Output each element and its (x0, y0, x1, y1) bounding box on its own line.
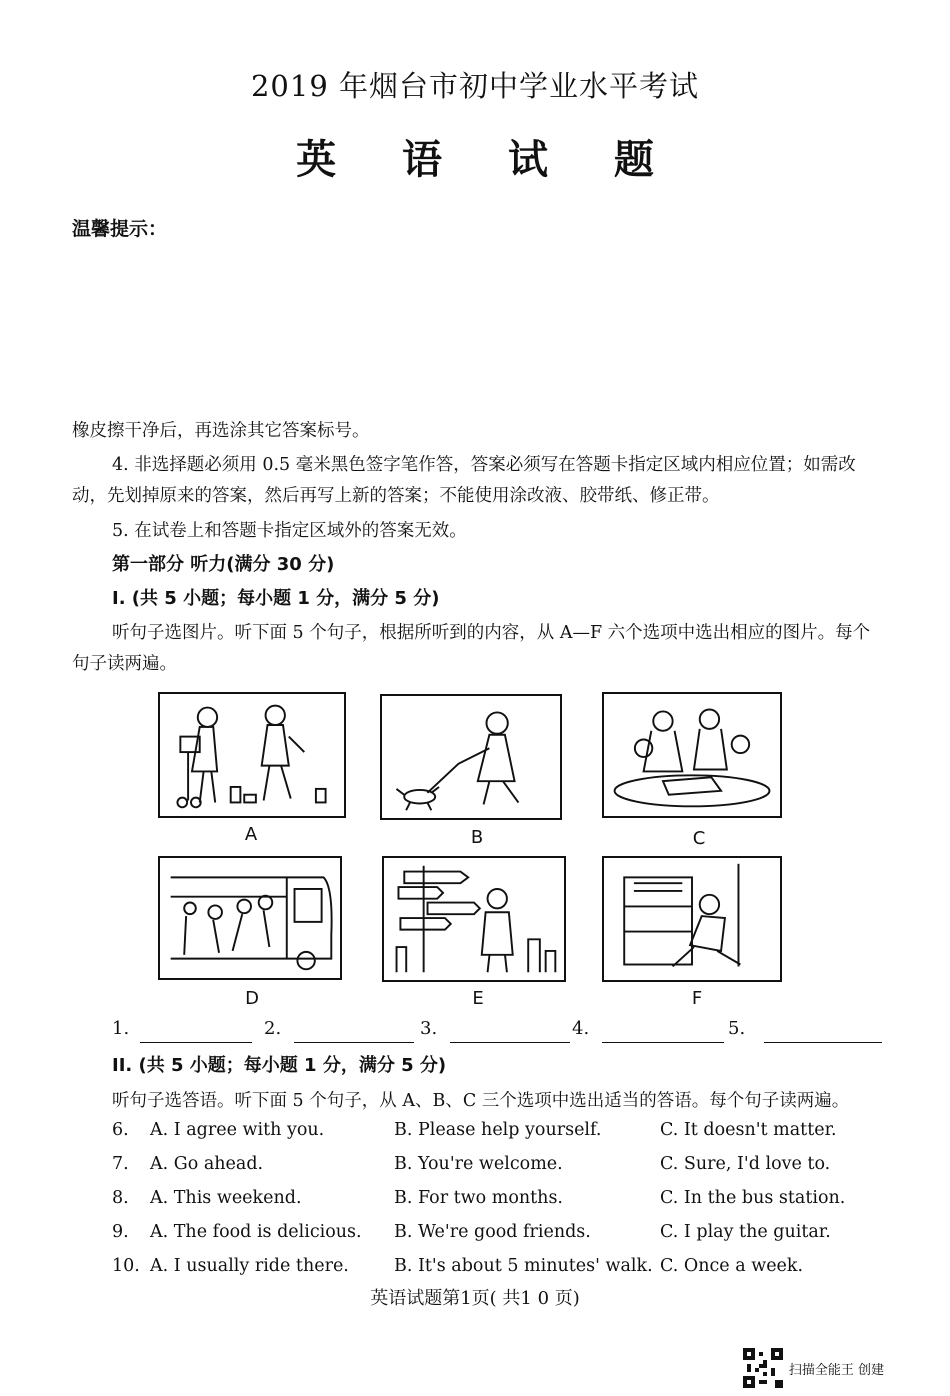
blank-num-1: 1. (112, 1018, 130, 1039)
section1-instruction: 听句子选图片。听下面 5 个句子，根据所听到的内容，从 A—F 六个选项中选出相应的图片。每个句子读两遍。 (72, 623, 871, 674)
picture-b (380, 694, 562, 820)
scanner-label: 扫描全能王 创建 (788, 1362, 884, 1378)
picture-label-d: D (245, 988, 259, 1009)
girl-walking-dog-illustration (382, 696, 560, 818)
option-b: B. Please help yourself. (394, 1120, 602, 1140)
question-row (112, 1188, 892, 1220)
instruction-4: 4. 非选择题必须用 0.5 毫米黑色签字笔作答，答案必须写在答题卡指定区域内相应位置；如需改动，先划掉原来的答案，然后再写上新的答案；不能使用涂改液、胶带纸、修正带。 (72, 455, 856, 506)
answer-blank-5[interactable] (728, 1018, 745, 1039)
picture-d (158, 856, 342, 980)
section2-heading: II. (共 5 小题；每小题 1 分，满分 5 分) (112, 1055, 447, 1076)
part1-heading: 第一部分 听力(满分 30 分) (112, 554, 335, 575)
answer-blank-4[interactable] (572, 1018, 589, 1039)
blank-num-4: 4. (572, 1018, 590, 1039)
answer-blank-1[interactable] (112, 1018, 129, 1039)
answer-blank-2[interactable] (264, 1018, 281, 1039)
picture-e (382, 856, 566, 982)
blank-num-5: 5. (728, 1018, 746, 1039)
exam-title: 2019 年烟台市初中学业水平考试 (250, 69, 700, 103)
answer-blanks (112, 1018, 882, 1050)
section2-instruction: 听句子选答语。听下面 5 个句子，从 A、B、C 三个选项中选出适当的答语。每个句子读两遍。 (112, 1091, 850, 1111)
question-number: 7. (112, 1154, 129, 1174)
page-footer: 英语试题第1页( 共1 0 页) (370, 1288, 580, 1309)
blank-num-2: 2. (264, 1018, 282, 1039)
question-number: 10. (112, 1256, 140, 1276)
question-row (112, 1222, 892, 1254)
option-b: B. You're welcome. (394, 1154, 563, 1174)
option-c: C. I play the guitar. (660, 1222, 831, 1242)
question-number: 9. (112, 1222, 129, 1242)
boy-at-fridge-illustration (604, 858, 780, 980)
picture-c (602, 692, 782, 818)
question-number: 6. (112, 1120, 129, 1140)
picture-a (158, 692, 346, 818)
instruction-5: 5. 在试卷上和答题卡指定区域外的答案无效。 (112, 521, 467, 541)
option-a: A. I usually ride there. (150, 1256, 349, 1276)
picture-f (602, 856, 782, 982)
option-c: C. In the bus station. (660, 1188, 846, 1208)
blank-num-3: 3. (420, 1018, 438, 1039)
question-row (112, 1154, 892, 1186)
option-a: A. Go ahead. (150, 1154, 264, 1174)
section1-heading: I. (共 5 小题；每小题 1 分，满分 5 分) (112, 588, 440, 609)
option-c: C. Once a week. (660, 1256, 804, 1276)
instruction-line-3: 橡皮擦干净后，再选涂其它答案标号。 (72, 421, 370, 441)
students-studying-illustration (604, 694, 780, 816)
option-a: A. This weekend. (150, 1188, 302, 1208)
option-a: A. The food is delicious. (150, 1222, 362, 1242)
option-c: C. Sure, I'd love to. (660, 1154, 831, 1174)
picture-label-c: C (692, 828, 706, 849)
answer-blank-3[interactable] (420, 1018, 437, 1039)
shopping-women-illustration (160, 694, 344, 816)
option-b: B. We're good friends. (394, 1222, 591, 1242)
tips-label: 温馨提示： (72, 218, 168, 240)
man-at-signpost-illustration (384, 858, 564, 980)
picture-label-f: F (691, 988, 703, 1009)
people-boarding-bus-illustration (160, 858, 340, 978)
question-number: 8. (112, 1188, 129, 1208)
option-a: A. I agree with you. (150, 1120, 325, 1140)
scanner-watermark (743, 1348, 884, 1388)
picture-label-e: E (472, 988, 484, 1009)
option-b: B. It's about 5 minutes' walk. (394, 1256, 653, 1276)
option-b: B. For two months. (394, 1188, 563, 1208)
option-c: C. It doesn't matter. (660, 1120, 837, 1140)
question-row (112, 1120, 892, 1152)
exam-subtitle: 英 语 试 题 (296, 136, 680, 183)
picture-label-a: A (244, 824, 258, 845)
picture-label-b: B (470, 827, 484, 848)
qr-code-icon (743, 1348, 783, 1388)
